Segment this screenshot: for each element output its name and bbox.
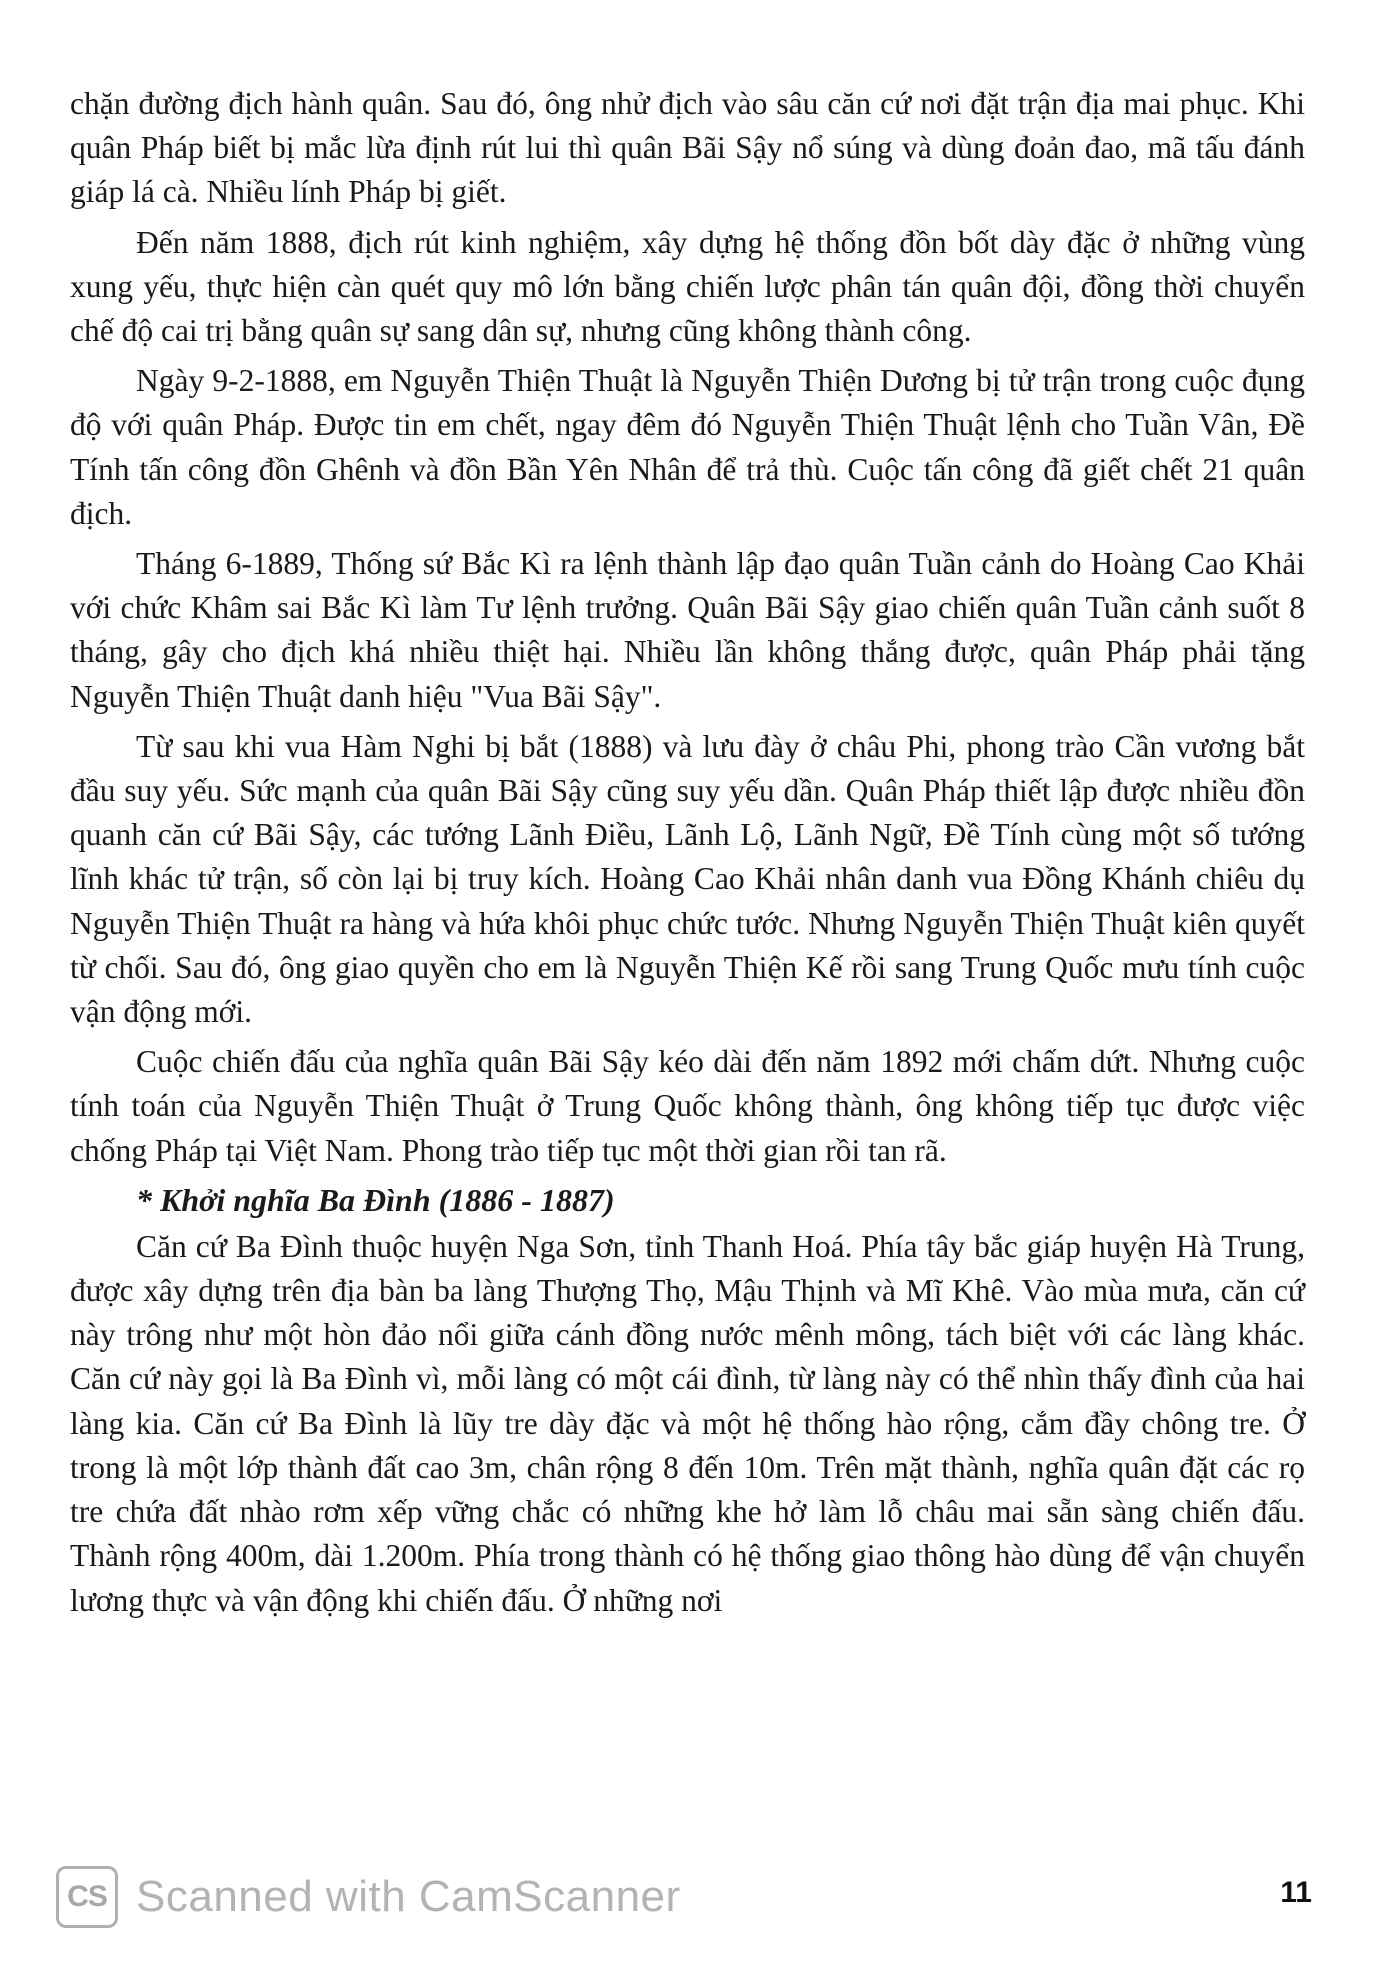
paragraph: Từ sau khi vua Hàm Nghi bị bắt (1888) và lưu đày ở châu Phi, phong trào Cần vương bắt đầu suy yếu. Sức mạnh của quân Bãi Sậy cũng suy yếu dần. Quân Pháp thiết lập được nhiều đồn quanh căn cứ Bãi Sậy, các tướng Lãnh Điều, Lãnh Lộ, Lãnh Ngữ, Đề Tính cùng một số tướng lĩnh khác tử trận, số còn lại bị truy kích. Hoàng Cao Khải nhân danh vua Đồng Khánh chiêu dụ Nguyễn Thiện Thuật ra hàng và hứa khôi phục chức tước. Nhưng Nguyễn Thiện Thuật kiên quyết từ chối. Sau đó, ông giao quyền cho em là Nguyễn Thiện Kế rồi sang Trung Quốc mưu tính cuộc vận động mới. <box>70 728 1305 1030</box>
paragraph: Đến năm 1888, địch rút kinh nghiệm, xây dựng hệ thống đồn bốt dày đặc ở những vùng xung yếu, thực hiện càn quét quy mô lớn bằng chiến lược phân tán quân đội, đồng thời chuyển chế độ cai trị bằng quân sự sang dân sự, nhưng cũng không thành công. <box>70 224 1305 349</box>
paragraph: Ngày 9-2-1888, em Nguyễn Thiện Thuật là Nguyễn Thiện Dương bị tử trận trong cuộc đụng độ với quân Pháp. Được tin em chết, ngay đêm đó Nguyễn Thiện Thuật lệnh cho Tuần Vân, Đề Tính tấn công đồn Ghênh và đồn Bần Yên Nhân để trả thù. Cuộc tấn công đã giết chết 21 quân địch. <box>70 363 1305 531</box>
camscanner-logo-icon: CS <box>56 1866 118 1928</box>
camscanner-watermark <box>56 1862 681 1932</box>
paragraph: Căn cứ Ba Đình thuộc huyện Nga Sơn, tỉnh Thanh Hoá. Phía tây bắc giáp huyện Hà Trung, được xây dựng trên địa bàn ba làng Thượng Thọ, Mậu Thịnh và Mĩ Khê. Vào mùa mưa, căn cứ này trông như một hòn đảo nổi giữa cánh đồng nước mênh mông, tách biệt với các làng khác. Căn cứ này gọi là Ba Đình vì, mỗi làng có một cái đình, từ làng này có thể nhìn thấy đình của hai làng kia. Căn cứ Ba Đình là lũy tre dày đặc và một hệ thống hào rộng, cắm đầy chông tre. Ở trong là một lớp thành đất cao 3m, chân rộng 8 đến 10m. Trên mặt thành, nghĩa quân đặt các rọ tre chứa đất nhào rơm xếp vững chắc có những khe hở làm lỗ châu mai sẵn sàng chiến đấu. Thành rộng 400m, dài 1.200m. Phía trong thành có hệ thống giao thông hào dùng để vận chuyển lương thực và vận động khi chiến đấu. Ở những nơi <box>70 1228 1305 1618</box>
body-text <box>70 82 1305 1623</box>
paragraph: Tháng 6-1889, Thống sứ Bắc Kì ra lệnh thành lập đạo quân Tuần cảnh do Hoàng Cao Khải với chức Khâm sai Bắc Kì làm Tư lệnh trưởng. Quân Bãi Sậy giao chiến quân Tuần cảnh suốt 8 tháng, gây cho địch khá nhiều thiệt hại. Nhiều lần không thắng được, quân Pháp phải tặng Nguyễn Thiện Thuật danh hiệu "Vua Bãi Sậy". <box>70 546 1305 714</box>
watermark-text: Scanned with CamScanner <box>136 1872 681 1921</box>
paragraph-continuation: chặn đường địch hành quân. Sau đó, ông nhử địch vào sâu căn cứ nơi đặt trận địa mai phục. Khi quân Pháp biết bị mắc lừa định rút lui thì quân Bãi Sậy nổ súng và dùng đoản đao, mã tấu đánh giáp lá cà. Nhiều lính Pháp bị giết. <box>70 86 1305 210</box>
page-number: 11 <box>1280 1876 1312 1909</box>
paragraph: Cuộc chiến đấu của nghĩa quân Bãi Sậy kéo dài đến năm 1892 mới chấm dứt. Nhưng cuộc tính toán của Nguyễn Thiện Thuật ở Trung Quốc không thành, ông không tiếp tục được việc chống Pháp tại Việt Nam. Phong trào tiếp tục một thời gian rồi tan rã. <box>70 1044 1305 1168</box>
section-heading: * Khởi nghĩa Ba Đình (1886 - 1887) <box>136 1181 615 1218</box>
